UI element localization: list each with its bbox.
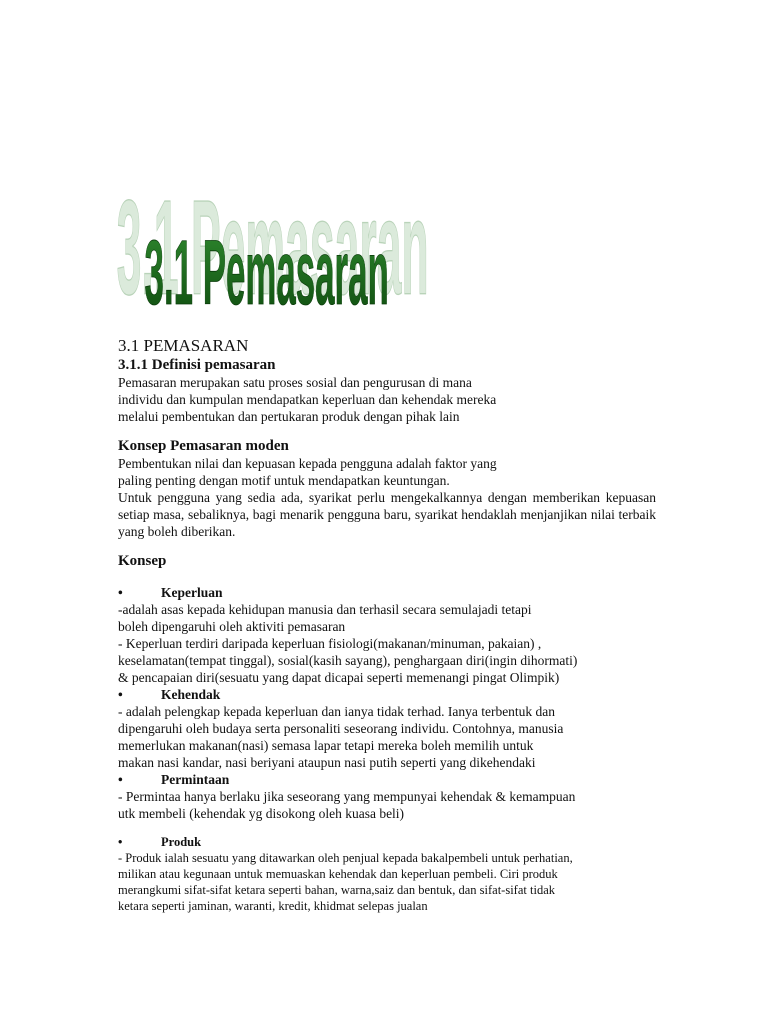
concept-item-line: - Produk ialah sesuatu yang ditawarkan oleh penjual kepada bakalpembeli untuk perhatian, <box>118 851 573 865</box>
concept-item-line: milikan atau kegunaan untuk memuaskan kehendak dan keperluan pembeli. Ciri produk <box>118 867 558 881</box>
definition-line: Pemasaran merupakan satu proses sosial dan pengurusan di mana <box>118 375 472 390</box>
bullet-icon: • <box>118 772 123 787</box>
concept-item-produk <box>118 834 656 850</box>
concept-item-label: Keperluan <box>161 585 223 600</box>
wordart-front-text: 3.1 Pemasaran <box>144 222 389 320</box>
bullet-icon: • <box>118 835 123 849</box>
concept-item-line: makan nasi kandar, nasi beriyani ataupun nasi putih seperti yang dikehendaki <box>118 755 536 770</box>
concept-item-line: utk membeli (kehendak yg disokong oleh kuasa beli) <box>118 806 405 821</box>
wordart-graphic <box>112 150 472 320</box>
concept-item-line: merangkumi sifat-sifat ketara seperti bahan, warna,saiz dan bentuk, dan sifat-sifat tidak <box>118 883 555 897</box>
concept-item-line: dipengaruhi oleh budaya serta personaliti seseorang individu. Contohnya, manusia <box>118 721 564 736</box>
modern-concept-title: Konsep Pemasaran moden <box>118 438 289 454</box>
concept-item-line: ketara seperti jaminan, waranti, kredit, khidmat selepas jualan <box>118 899 428 913</box>
definition-line: melalui pembentukan dan pertukaran produk dengan pihak lain <box>118 409 460 424</box>
definition-line: individu dan kumpulan mendapatkan keperluan dan kehendak mereka <box>118 392 497 407</box>
concept-item-kehendak <box>118 686 656 703</box>
concept-item-label: Produk <box>161 835 202 849</box>
concept-item-label: Kehendak <box>161 687 221 702</box>
wordart-title <box>112 150 472 320</box>
concept-title: Konsep <box>118 553 167 569</box>
bullet-icon: • <box>118 687 123 702</box>
concept-item-line: -adalah asas kepada kehidupan manusia dan terhasil secara semulajadi tetapi <box>118 602 532 617</box>
concept-item-label: Permintaan <box>161 772 230 787</box>
section-heading: 3.1 PEMASARAN <box>118 336 249 355</box>
concept-item-line: - adalah pelengkap kepada keperluan dan ianya tidak terhad. Ianya terbentuk dan <box>118 704 556 719</box>
concept-item-line: boleh dipengaruhi oleh aktiviti pemasaran <box>118 619 346 634</box>
concept-item-line: & pencapaian diri(sesuatu yang dapat dicapai seperti memenangi pingat Olimpik) <box>118 670 560 685</box>
concept-item-line: keselamatan(tempat tinggal), sosial(kasih sayang), penghargaan diri(ingin dihormati) <box>118 653 578 668</box>
concept-item-line: - Permintaa hanya berlaku jika seseorang yang mempunyai kehendak & kemampuan <box>118 789 576 804</box>
modern-concept-paragraph: Untuk pengguna yang sedia ada, syarikat perlu mengekalkannya dengan memberikan kepuasan setiap masa, sebaliknya, bagi menarik pengguna baru, syarikat hendaklah menjanjikan nilai terbaik yang boleh diberikan. <box>118 490 656 539</box>
wordart-shadow-text: 3.1 Pemasaran <box>116 173 429 320</box>
bullet-icon: • <box>118 585 123 600</box>
concept-item-line: memerlukan makanan(nasi) semasa lapar tetapi mereka boleh memilih untuk <box>118 738 534 753</box>
modern-concept-line: paling penting dengan motif untuk mendapatkan keuntungan. <box>118 473 450 488</box>
definition-title: 3.1.1 Definisi pemasaran <box>118 357 276 373</box>
concept-item-keperluan <box>118 584 656 601</box>
concept-item-line: - Keperluan terdiri daripada keperluan fisiologi(makanan/minuman, pakaian) , <box>118 636 542 651</box>
modern-concept-line: Pembentukan nilai dan kepuasan kepada pengguna adalah faktor yang <box>118 456 497 471</box>
concept-item-permintaan <box>118 771 656 788</box>
document-body <box>118 336 656 914</box>
